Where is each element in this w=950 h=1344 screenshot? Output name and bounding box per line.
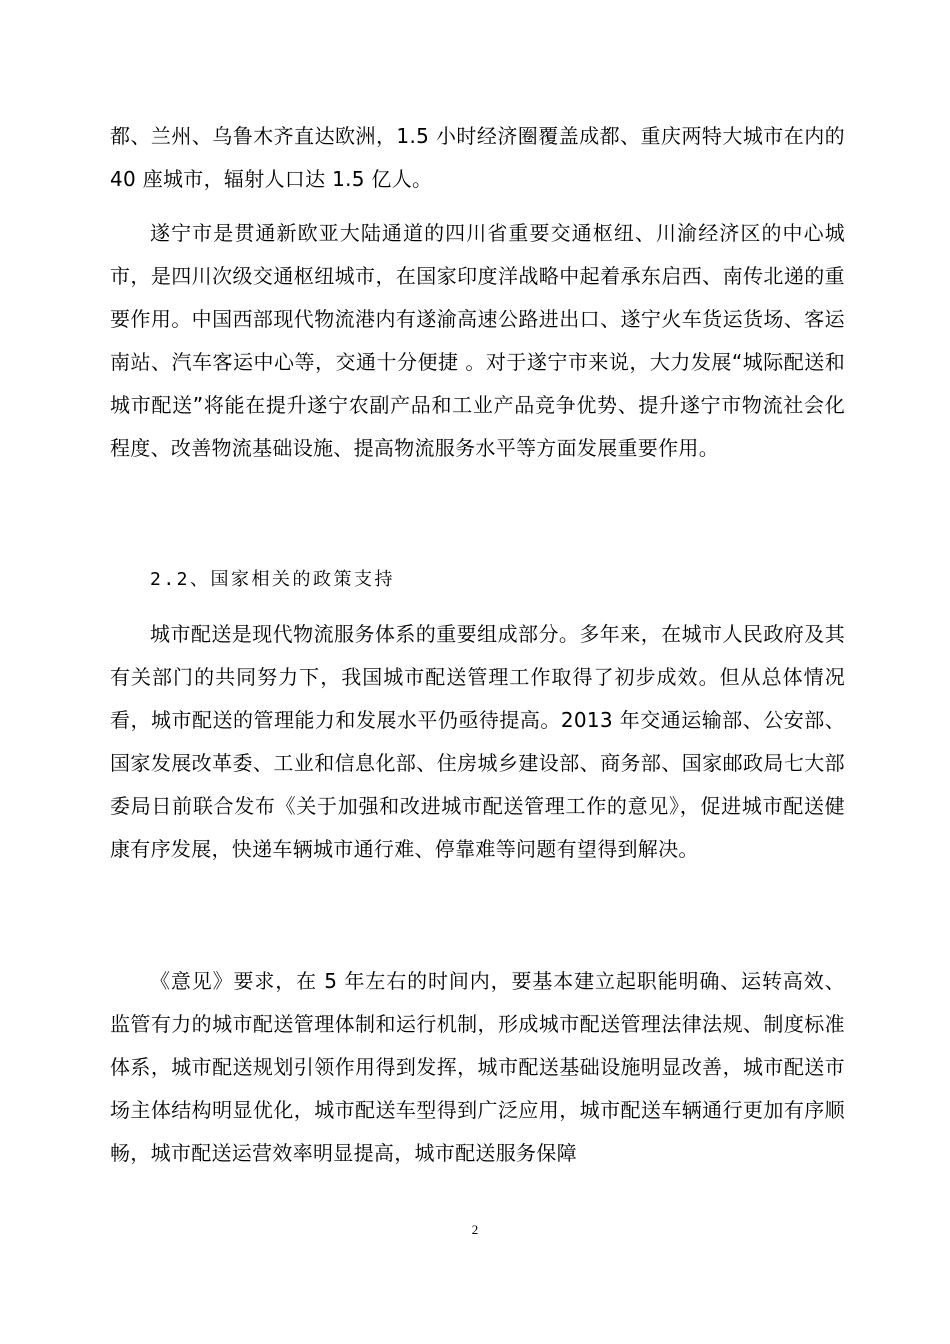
paragraph-4: 《意见》要求，在 5 年左右的时间内，要基本建立起职能明确、运转高效、监管有力的城市配送管理体制和运行机制，形成城市配送管理法律法规、制度标准体系，城市配送规划引领作用得到发挥，城市配送基础设施明显改善，城市配送市场主体结构明显优化，城市配送车型得到广泛应用，城市配送车辆通行更加有序顺畅，城市配送运营效率明显提高，城市配送服务保障 xyxy=(110,969,845,1165)
paragraph-2: 遂宁市是贯通新欧亚大陆通道的四川省重要交通枢纽、川渝经济区的中心城市，是四川次级交通枢纽城市，在国家印度洋战略中起着承东启西、南传北递的重要作用。中国西部现代物流港内有遂渝高速公路进出口、遂宁火车货运货场、客运南站、汽车客运中心等，交通十分便捷 。对于遂宁市来说，大力发展“城际配送和城市配送”将能在提升遂宁农副产品和工业产品竞争优势、提升遂宁市物流社会化程度、改善物流基础设施、提高物流服务水平等方面发展重要作用。 xyxy=(110,221,845,460)
section-heading: 2.2、国家相关的政策支持 xyxy=(150,569,396,590)
paragraph-1: 都、兰州、乌鲁木齐直达欧洲，1.5 小时经济圈覆盖成都、重庆两特大城市在内的 40 座城市，辐射人口达 1.5 亿人。 xyxy=(110,124,845,191)
page-number: 2 xyxy=(471,1222,479,1237)
paragraph-3: 城市配送是现代物流服务体系的重要组成部分。多年来，在城市人民政府及其有关部门的共同努力下，我国城市配送管理工作取得了初步成效。但从总体情况看，城市配送的管理能力和发展水平仍亟待提高。2013 年交通运输部、公安部、国家发展改革委、工业和信息化部、住房城乡建设部、商务部、国家邮政局七大部委局日前联合发布《关于加强和改进城市配送管理工作的意见》，促进城市配送健康有序发展，快递车辆城市通行难、停靠难等问题有望得到解决。 xyxy=(110,622,845,861)
